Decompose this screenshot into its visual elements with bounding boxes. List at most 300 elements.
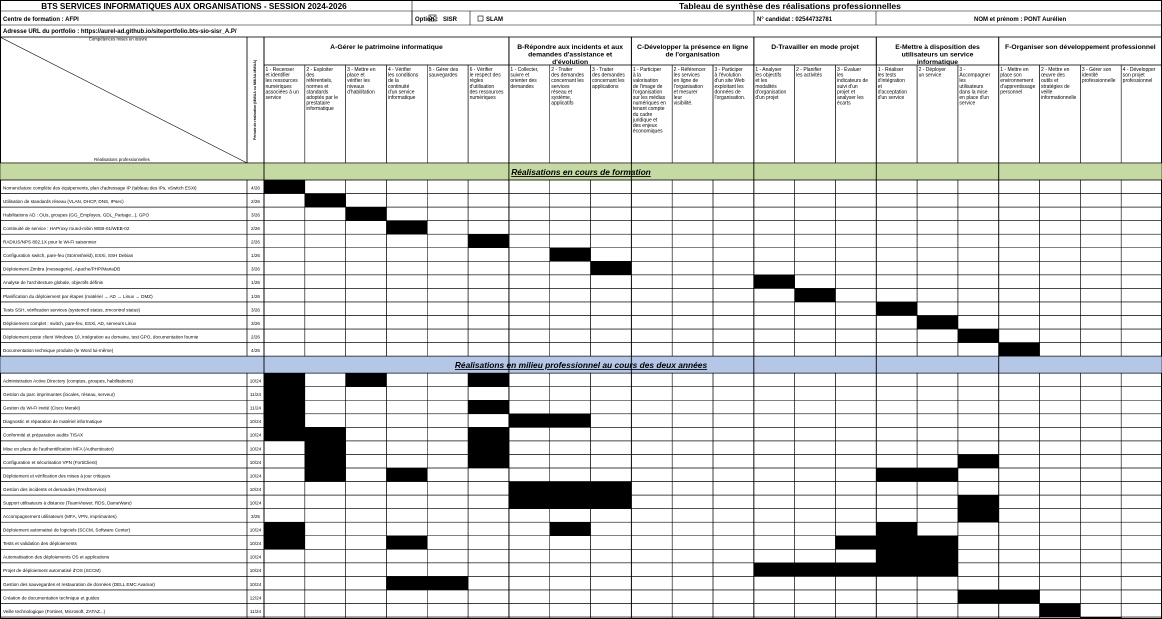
competency-mark-empty[interactable] (631, 207, 672, 221)
competency-mark-empty[interactable] (754, 590, 795, 604)
competency-mark-empty[interactable] (917, 509, 958, 523)
competency-mark-empty[interactable] (509, 536, 550, 550)
competency-mark-empty[interactable] (468, 221, 509, 235)
competency-mark-empty[interactable] (795, 302, 836, 316)
competency-mark-empty[interactable] (1080, 288, 1121, 302)
competency-mark-empty[interactable] (264, 468, 305, 482)
competency-mark-empty[interactable] (1040, 536, 1081, 550)
competency-mark-empty[interactable] (1080, 261, 1121, 275)
competency-mark-empty[interactable] (958, 427, 999, 441)
competency-mark-empty[interactable] (264, 248, 305, 262)
competency-mark-empty[interactable] (386, 387, 427, 401)
competency-mark-empty[interactable] (550, 194, 591, 208)
competency-mark-empty[interactable] (346, 536, 387, 550)
competency-mark-empty[interactable] (754, 302, 795, 316)
competency-mark-empty[interactable] (958, 576, 999, 590)
competency-mark-empty[interactable] (999, 414, 1040, 428)
competency-mark-empty[interactable] (509, 261, 550, 275)
competency-mark-empty[interactable] (631, 454, 672, 468)
competency-mark-empty[interactable] (835, 549, 876, 563)
competency-mark-filled[interactable] (346, 207, 387, 221)
competency-mark-filled[interactable] (509, 482, 550, 496)
competency-mark-empty[interactable] (427, 454, 468, 468)
competency-mark-empty[interactable] (427, 563, 468, 577)
competency-mark-empty[interactable] (631, 522, 672, 536)
competency-mark-empty[interactable] (795, 549, 836, 563)
competency-mark-empty[interactable] (999, 604, 1040, 618)
competency-mark-empty[interactable] (1040, 261, 1081, 275)
competency-mark-empty[interactable] (1121, 468, 1162, 482)
competency-mark-empty[interactable] (346, 427, 387, 441)
competency-mark-empty[interactable] (835, 414, 876, 428)
competency-mark-empty[interactable] (346, 604, 387, 618)
competency-mark-empty[interactable] (346, 329, 387, 343)
competency-mark-empty[interactable] (386, 509, 427, 523)
competency-mark-empty[interactable] (346, 400, 387, 414)
competency-mark-empty[interactable] (917, 329, 958, 343)
competency-mark-empty[interactable] (999, 288, 1040, 302)
competency-mark-empty[interactable] (672, 275, 713, 289)
competency-mark-empty[interactable] (1121, 221, 1162, 235)
competency-mark-empty[interactable] (672, 576, 713, 590)
competency-mark-empty[interactable] (509, 234, 550, 248)
competency-mark-filled[interactable] (999, 590, 1040, 604)
competency-mark-empty[interactable] (427, 207, 468, 221)
competency-mark-empty[interactable] (1040, 207, 1081, 221)
competency-mark-empty[interactable] (346, 234, 387, 248)
competency-mark-empty[interactable] (1040, 468, 1081, 482)
competency-mark-empty[interactable] (550, 400, 591, 414)
competency-mark-empty[interactable] (1121, 329, 1162, 343)
competency-mark-empty[interactable] (550, 468, 591, 482)
competency-mark-empty[interactable] (958, 373, 999, 387)
competency-mark-empty[interactable] (509, 454, 550, 468)
competency-mark-empty[interactable] (305, 234, 346, 248)
competency-mark-empty[interactable] (305, 576, 346, 590)
competency-mark-filled[interactable] (509, 495, 550, 509)
competency-mark-empty[interactable] (1121, 400, 1162, 414)
competency-mark-empty[interactable] (305, 549, 346, 563)
competency-mark-empty[interactable] (795, 427, 836, 441)
competency-mark-empty[interactable] (754, 468, 795, 482)
competency-mark-empty[interactable] (550, 563, 591, 577)
competency-mark-filled[interactable] (1040, 604, 1081, 618)
competency-mark-empty[interactable] (876, 427, 917, 441)
competency-mark-empty[interactable] (264, 604, 305, 618)
competency-mark-empty[interactable] (427, 441, 468, 455)
competency-mark-filled[interactable] (305, 441, 346, 455)
competency-mark-filled[interactable] (958, 454, 999, 468)
competency-mark-empty[interactable] (754, 549, 795, 563)
competency-mark-empty[interactable] (672, 563, 713, 577)
competency-mark-empty[interactable] (1040, 221, 1081, 235)
competency-mark-empty[interactable] (305, 563, 346, 577)
competency-mark-empty[interactable] (795, 316, 836, 330)
competency-mark-empty[interactable] (591, 180, 632, 194)
competency-mark-empty[interactable] (999, 207, 1040, 221)
competency-mark-empty[interactable] (672, 468, 713, 482)
competency-mark-empty[interactable] (999, 400, 1040, 414)
competency-mark-empty[interactable] (1121, 275, 1162, 289)
competency-mark-empty[interactable] (386, 495, 427, 509)
competency-mark-empty[interactable] (386, 275, 427, 289)
competency-mark-empty[interactable] (1080, 604, 1121, 618)
competency-mark-empty[interactable] (509, 221, 550, 235)
competency-mark-empty[interactable] (591, 288, 632, 302)
competency-mark-empty[interactable] (672, 590, 713, 604)
competency-mark-empty[interactable] (795, 373, 836, 387)
competency-mark-empty[interactable] (1040, 329, 1081, 343)
competency-mark-empty[interactable] (264, 316, 305, 330)
competency-mark-empty[interactable] (1080, 248, 1121, 262)
competency-mark-empty[interactable] (835, 482, 876, 496)
competency-mark-empty[interactable] (305, 248, 346, 262)
competency-mark-empty[interactable] (386, 234, 427, 248)
competency-mark-empty[interactable] (999, 316, 1040, 330)
competency-mark-empty[interactable] (1121, 590, 1162, 604)
competency-mark-empty[interactable] (386, 194, 427, 208)
competency-mark-empty[interactable] (550, 427, 591, 441)
competency-mark-filled[interactable] (999, 343, 1040, 357)
competency-mark-empty[interactable] (835, 441, 876, 455)
competency-mark-empty[interactable] (591, 316, 632, 330)
competency-mark-empty[interactable] (713, 261, 754, 275)
competency-mark-empty[interactable] (346, 180, 387, 194)
competency-mark-empty[interactable] (1121, 194, 1162, 208)
competency-mark-empty[interactable] (550, 373, 591, 387)
competency-mark-empty[interactable] (631, 482, 672, 496)
competency-mark-empty[interactable] (672, 536, 713, 550)
competency-mark-empty[interactable] (305, 414, 346, 428)
competency-mark-empty[interactable] (427, 288, 468, 302)
competency-mark-empty[interactable] (264, 563, 305, 577)
competency-mark-empty[interactable] (346, 495, 387, 509)
competency-mark-empty[interactable] (631, 495, 672, 509)
competency-mark-empty[interactable] (468, 329, 509, 343)
competency-mark-empty[interactable] (917, 400, 958, 414)
competency-mark-empty[interactable] (917, 261, 958, 275)
competency-mark-empty[interactable] (795, 343, 836, 357)
competency-mark-empty[interactable] (795, 400, 836, 414)
competency-mark-empty[interactable] (917, 194, 958, 208)
competency-mark-empty[interactable] (305, 180, 346, 194)
competency-mark-empty[interactable] (672, 302, 713, 316)
competency-mark-empty[interactable] (591, 329, 632, 343)
competency-mark-empty[interactable] (468, 563, 509, 577)
competency-mark-empty[interactable] (550, 180, 591, 194)
competency-mark-empty[interactable] (427, 549, 468, 563)
competency-mark-empty[interactable] (305, 373, 346, 387)
competency-mark-empty[interactable] (509, 316, 550, 330)
competency-mark-filled[interactable] (427, 576, 468, 590)
competency-mark-filled[interactable] (509, 414, 550, 428)
competency-mark-empty[interactable] (1121, 248, 1162, 262)
competency-mark-empty[interactable] (631, 441, 672, 455)
competency-mark-empty[interactable] (999, 509, 1040, 523)
competency-mark-empty[interactable] (264, 549, 305, 563)
competency-mark-filled[interactable] (264, 536, 305, 550)
competency-mark-empty[interactable] (672, 261, 713, 275)
competency-mark-empty[interactable] (346, 275, 387, 289)
competency-mark-empty[interactable] (713, 414, 754, 428)
competency-mark-empty[interactable] (1080, 441, 1121, 455)
competency-mark-filled[interactable] (876, 563, 917, 577)
competency-mark-empty[interactable] (427, 329, 468, 343)
competency-mark-filled[interactable] (958, 509, 999, 523)
competency-mark-empty[interactable] (264, 482, 305, 496)
competency-mark-filled[interactable] (264, 400, 305, 414)
competency-mark-empty[interactable] (713, 221, 754, 235)
competency-mark-empty[interactable] (509, 302, 550, 316)
competency-mark-empty[interactable] (1040, 180, 1081, 194)
competency-mark-empty[interactable] (1040, 302, 1081, 316)
competency-mark-empty[interactable] (835, 495, 876, 509)
competency-mark-empty[interactable] (999, 536, 1040, 550)
competency-mark-empty[interactable] (468, 180, 509, 194)
competency-mark-filled[interactable] (386, 576, 427, 590)
competency-mark-empty[interactable] (958, 234, 999, 248)
competency-mark-empty[interactable] (346, 522, 387, 536)
competency-mark-empty[interactable] (1080, 468, 1121, 482)
competency-mark-empty[interactable] (386, 427, 427, 441)
competency-mark-empty[interactable] (550, 454, 591, 468)
competency-mark-empty[interactable] (795, 387, 836, 401)
competency-mark-empty[interactable] (999, 549, 1040, 563)
competency-mark-empty[interactable] (427, 302, 468, 316)
competency-mark-empty[interactable] (999, 482, 1040, 496)
competency-mark-empty[interactable] (346, 576, 387, 590)
competency-mark-empty[interactable] (1080, 414, 1121, 428)
competency-mark-empty[interactable] (631, 329, 672, 343)
competency-mark-filled[interactable] (264, 522, 305, 536)
competency-mark-empty[interactable] (754, 234, 795, 248)
competency-mark-empty[interactable] (713, 604, 754, 618)
competency-mark-empty[interactable] (999, 468, 1040, 482)
competency-mark-empty[interactable] (631, 373, 672, 387)
competency-mark-empty[interactable] (713, 482, 754, 496)
competency-mark-empty[interactable] (305, 302, 346, 316)
competency-mark-empty[interactable] (958, 414, 999, 428)
competency-mark-empty[interactable] (427, 387, 468, 401)
competency-mark-filled[interactable] (754, 275, 795, 289)
competency-mark-empty[interactable] (958, 563, 999, 577)
competency-mark-empty[interactable] (386, 604, 427, 618)
competency-mark-empty[interactable] (876, 400, 917, 414)
competency-mark-empty[interactable] (591, 427, 632, 441)
competency-mark-empty[interactable] (386, 316, 427, 330)
competency-mark-filled[interactable] (795, 288, 836, 302)
competency-mark-empty[interactable] (876, 495, 917, 509)
competency-mark-empty[interactable] (999, 563, 1040, 577)
competency-mark-empty[interactable] (550, 343, 591, 357)
competency-mark-empty[interactable] (1040, 563, 1081, 577)
competency-mark-empty[interactable] (1080, 549, 1121, 563)
competency-mark-empty[interactable] (835, 387, 876, 401)
competency-mark-empty[interactable] (631, 194, 672, 208)
competency-mark-empty[interactable] (427, 234, 468, 248)
competency-mark-empty[interactable] (876, 234, 917, 248)
competency-mark-empty[interactable] (631, 261, 672, 275)
competency-mark-empty[interactable] (795, 221, 836, 235)
competency-mark-empty[interactable] (999, 221, 1040, 235)
competency-mark-empty[interactable] (1040, 275, 1081, 289)
competency-mark-empty[interactable] (1040, 248, 1081, 262)
competency-mark-filled[interactable] (264, 387, 305, 401)
competency-mark-empty[interactable] (591, 275, 632, 289)
competency-mark-empty[interactable] (999, 302, 1040, 316)
competency-mark-empty[interactable] (1040, 427, 1081, 441)
competency-mark-empty[interactable] (1121, 576, 1162, 590)
competency-mark-empty[interactable] (835, 590, 876, 604)
competency-mark-empty[interactable] (550, 549, 591, 563)
competency-mark-empty[interactable] (999, 248, 1040, 262)
competency-mark-empty[interactable] (591, 194, 632, 208)
competency-mark-empty[interactable] (386, 329, 427, 343)
competency-mark-empty[interactable] (550, 329, 591, 343)
competency-mark-empty[interactable] (591, 234, 632, 248)
competency-mark-empty[interactable] (754, 221, 795, 235)
competency-mark-empty[interactable] (713, 387, 754, 401)
competency-mark-filled[interactable] (550, 495, 591, 509)
competency-mark-empty[interactable] (917, 576, 958, 590)
competency-mark-empty[interactable] (305, 387, 346, 401)
competency-mark-empty[interactable] (305, 221, 346, 235)
competency-mark-empty[interactable] (550, 387, 591, 401)
competency-mark-empty[interactable] (876, 387, 917, 401)
competency-mark-empty[interactable] (305, 522, 346, 536)
competency-mark-empty[interactable] (713, 427, 754, 441)
competency-mark-empty[interactable] (509, 288, 550, 302)
competency-mark-empty[interactable] (958, 180, 999, 194)
competency-mark-empty[interactable] (713, 536, 754, 550)
competency-mark-filled[interactable] (917, 536, 958, 550)
competency-mark-empty[interactable] (999, 180, 1040, 194)
competency-mark-empty[interactable] (835, 180, 876, 194)
competency-mark-empty[interactable] (1040, 414, 1081, 428)
competency-mark-filled[interactable] (305, 194, 346, 208)
competency-mark-empty[interactable] (427, 509, 468, 523)
competency-mark-empty[interactable] (346, 194, 387, 208)
competency-mark-empty[interactable] (835, 427, 876, 441)
competency-mark-empty[interactable] (1121, 180, 1162, 194)
competency-mark-empty[interactable] (550, 576, 591, 590)
competency-mark-empty[interactable] (1080, 522, 1121, 536)
competency-mark-empty[interactable] (427, 604, 468, 618)
competency-mark-empty[interactable] (1080, 536, 1121, 550)
competency-mark-empty[interactable] (795, 207, 836, 221)
competency-mark-empty[interactable] (264, 207, 305, 221)
competency-mark-empty[interactable] (550, 604, 591, 618)
competency-mark-empty[interactable] (958, 207, 999, 221)
competency-mark-empty[interactable] (713, 343, 754, 357)
competency-mark-empty[interactable] (672, 288, 713, 302)
competency-mark-empty[interactable] (509, 207, 550, 221)
competency-mark-empty[interactable] (550, 234, 591, 248)
competency-mark-empty[interactable] (386, 373, 427, 387)
competency-mark-empty[interactable] (305, 343, 346, 357)
competency-mark-empty[interactable] (386, 549, 427, 563)
competency-mark-empty[interactable] (386, 207, 427, 221)
competency-mark-empty[interactable] (999, 441, 1040, 455)
competency-mark-empty[interactable] (958, 522, 999, 536)
competency-mark-empty[interactable] (631, 414, 672, 428)
competency-mark-empty[interactable] (346, 482, 387, 496)
competency-mark-empty[interactable] (835, 316, 876, 330)
competency-mark-empty[interactable] (1040, 316, 1081, 330)
competency-mark-empty[interactable] (754, 441, 795, 455)
competency-mark-empty[interactable] (509, 329, 550, 343)
competency-mark-empty[interactable] (876, 576, 917, 590)
competency-mark-empty[interactable] (917, 248, 958, 262)
competency-mark-empty[interactable] (672, 414, 713, 428)
competency-mark-empty[interactable] (386, 288, 427, 302)
competency-mark-empty[interactable] (917, 373, 958, 387)
competency-mark-empty[interactable] (591, 563, 632, 577)
competency-mark-filled[interactable] (754, 563, 795, 577)
competency-mark-filled[interactable] (835, 563, 876, 577)
competency-mark-empty[interactable] (427, 248, 468, 262)
competency-mark-empty[interactable] (958, 482, 999, 496)
competency-mark-empty[interactable] (876, 288, 917, 302)
competency-mark-empty[interactable] (346, 414, 387, 428)
competency-mark-empty[interactable] (1080, 400, 1121, 414)
competency-mark-empty[interactable] (591, 414, 632, 428)
competency-mark-empty[interactable] (835, 302, 876, 316)
competency-mark-empty[interactable] (713, 549, 754, 563)
competency-mark-empty[interactable] (591, 454, 632, 468)
competency-mark-empty[interactable] (795, 441, 836, 455)
competency-mark-empty[interactable] (386, 482, 427, 496)
competency-mark-empty[interactable] (713, 495, 754, 509)
competency-mark-filled[interactable] (876, 536, 917, 550)
competency-mark-filled[interactable] (591, 482, 632, 496)
competency-mark-empty[interactable] (509, 248, 550, 262)
competency-mark-empty[interactable] (999, 522, 1040, 536)
competency-mark-empty[interactable] (1040, 454, 1081, 468)
competency-mark-empty[interactable] (305, 495, 346, 509)
competency-mark-empty[interactable] (550, 221, 591, 235)
competency-mark-empty[interactable] (713, 248, 754, 262)
competency-mark-empty[interactable] (754, 288, 795, 302)
competency-mark-empty[interactable] (1121, 288, 1162, 302)
competency-mark-empty[interactable] (917, 180, 958, 194)
competency-mark-empty[interactable] (713, 302, 754, 316)
competency-mark-empty[interactable] (386, 522, 427, 536)
competency-mark-empty[interactable] (591, 604, 632, 618)
competency-mark-empty[interactable] (876, 194, 917, 208)
competency-mark-empty[interactable] (591, 441, 632, 455)
competency-mark-empty[interactable] (631, 549, 672, 563)
competency-mark-empty[interactable] (917, 604, 958, 618)
competency-mark-empty[interactable] (958, 400, 999, 414)
competency-mark-empty[interactable] (468, 576, 509, 590)
competency-mark-empty[interactable] (1040, 509, 1081, 523)
competency-mark-empty[interactable] (672, 549, 713, 563)
competency-mark-empty[interactable] (427, 522, 468, 536)
competency-mark-empty[interactable] (713, 509, 754, 523)
competency-mark-filled[interactable] (305, 427, 346, 441)
competency-mark-empty[interactable] (264, 590, 305, 604)
competency-mark-empty[interactable] (835, 288, 876, 302)
competency-mark-empty[interactable] (550, 509, 591, 523)
competency-mark-empty[interactable] (754, 509, 795, 523)
competency-mark-empty[interactable] (346, 261, 387, 275)
competency-mark-empty[interactable] (264, 454, 305, 468)
competency-mark-empty[interactable] (1121, 343, 1162, 357)
competency-mark-empty[interactable] (468, 261, 509, 275)
competency-mark-empty[interactable] (672, 427, 713, 441)
competency-mark-empty[interactable] (631, 248, 672, 262)
